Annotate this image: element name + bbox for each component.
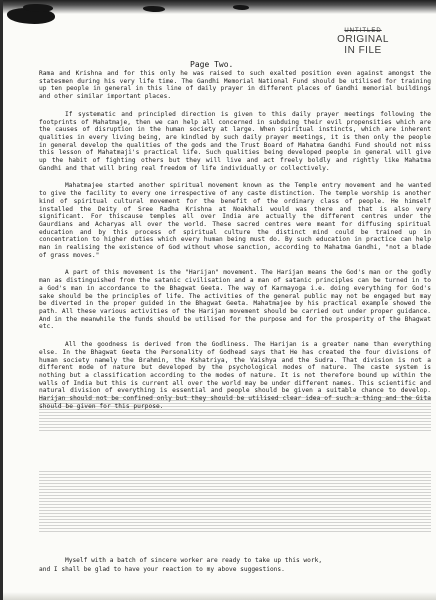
page-number: Page Two.: [190, 60, 234, 69]
scan-shadow-bottom: [3, 592, 436, 600]
overtyped-text-region: [39, 395, 431, 431]
letter-body: [39, 70, 431, 414]
paragraph: Rama and Krishna and for this only he was raised to such exalted position even against amongst the statesmen during his very life time. The Gandhi Memorial National Fund should be utilised for training up ten people in general in this line of daily prayer in different places of Gandhi memorial buildings and other similar important places.: [39, 70, 431, 101]
paragraph: Mahatmajee started another spiritual movement known as the Temple entry movement and he wanted to give the facility to every one irrespective of any caste distinction. The temple worship is another kind of spiritual cultural movement for the benefit of the ordinary class of people. He himself installed the Deity of Sree Radha Krishna at Noakhali would was there and that is also very significant. For thiscause temples all over India are actually the different centres under the Gaurdians and Acharyas all over the world. These sacred centres were meant for diffusing spiritual education and by this process of spiritual culture the distinct mind could be trained up in concentration to higher duties which every human being must do. By such education in practice can help man in realising the existence of God without whose sanction, according to Mahatma Gandhi, "not a blade of grass moves.": [39, 182, 431, 259]
stamp-line-2: ORIGINAL: [337, 34, 389, 45]
paragraph: If systematic and principled direction is given to this daily prayer meetings following the footprints of Mahatmaje, then we can help all concerned in subduing their evil propensities which are the causes of disruption in the human society at large. When spiritual instincts, which are inherent qualities in every living being, are kindled by such daily prayer meetings, it is then only the people in general develop the qualities of the gods and the Trust Board of Mahatma Gandhi Fund should not miss this lesson of Mahatmaji's practical life. Such qualities being developed people in general will give up the habit of fighting others but they will live and act freely boldly and rightly like Mahatma Gandhi and that will bring real freedom of life individually or collectively.: [39, 110, 431, 172]
original-in-file-stamp: [326, 28, 400, 56]
paragraph: All the goodness is derived from the Godliness. The Harijan is a greater name than everything else. In the Bhagwat Geeta the Personality of Godhead says that He has created the four divisions of human society namely the Brahmin, the Kshatriya, the Vaishya and the Sudra. That division is not a different mode of nature but developed by the psychological modes of nature. The caste system is nothing but a classification according to the modes of nature. It is not therefore bound up within the walls of India but this is current all over the world may be under different names. This scientific and natural division of everything is essential and people should be given a suitable chance to develop. Harijan should not be confined only but they should be utilised clear idea of such a thing and the Gita should be given for this purpose.: [39, 341, 431, 410]
ink-blot: [233, 5, 249, 10]
paragraph: A part of this movement is the "Harijan" movement. The Harijan means the God's man or the godly man as distinguished from the satanic civilisation and a man of satanic principles can be turned in to a God's man in accordance to the Bhagwat Geeta. The way of Karmayoga i.e. doing everything for God's sake should be the principles of life. The activities of the general public may not be engaged but may be diverted in the proper guided in the Bhagwat Geeta. Mahatmajee by his practical example showed the path. All these various activities of the Harijan movement should be carried out under proper guidance. And in the meanwhile the funds should be utilised for the purpose and for the prosperity of the Bhagwat etc.: [39, 269, 431, 331]
scan-shadow-top: [3, 0, 436, 14]
stamp-line-3: IN FILE: [344, 45, 382, 56]
closing-lines: [39, 556, 419, 574]
closing-line-1: Myself with a batch of sincere worker are ready to take up this work,: [65, 557, 323, 564]
closing-line-2: and I shall be glad to have your reaction to my above suggestions.: [39, 566, 285, 573]
stamp-line-1: UNTITLED: [344, 28, 382, 34]
ink-blot: [143, 6, 165, 12]
overtyped-text-region: [39, 470, 431, 532]
